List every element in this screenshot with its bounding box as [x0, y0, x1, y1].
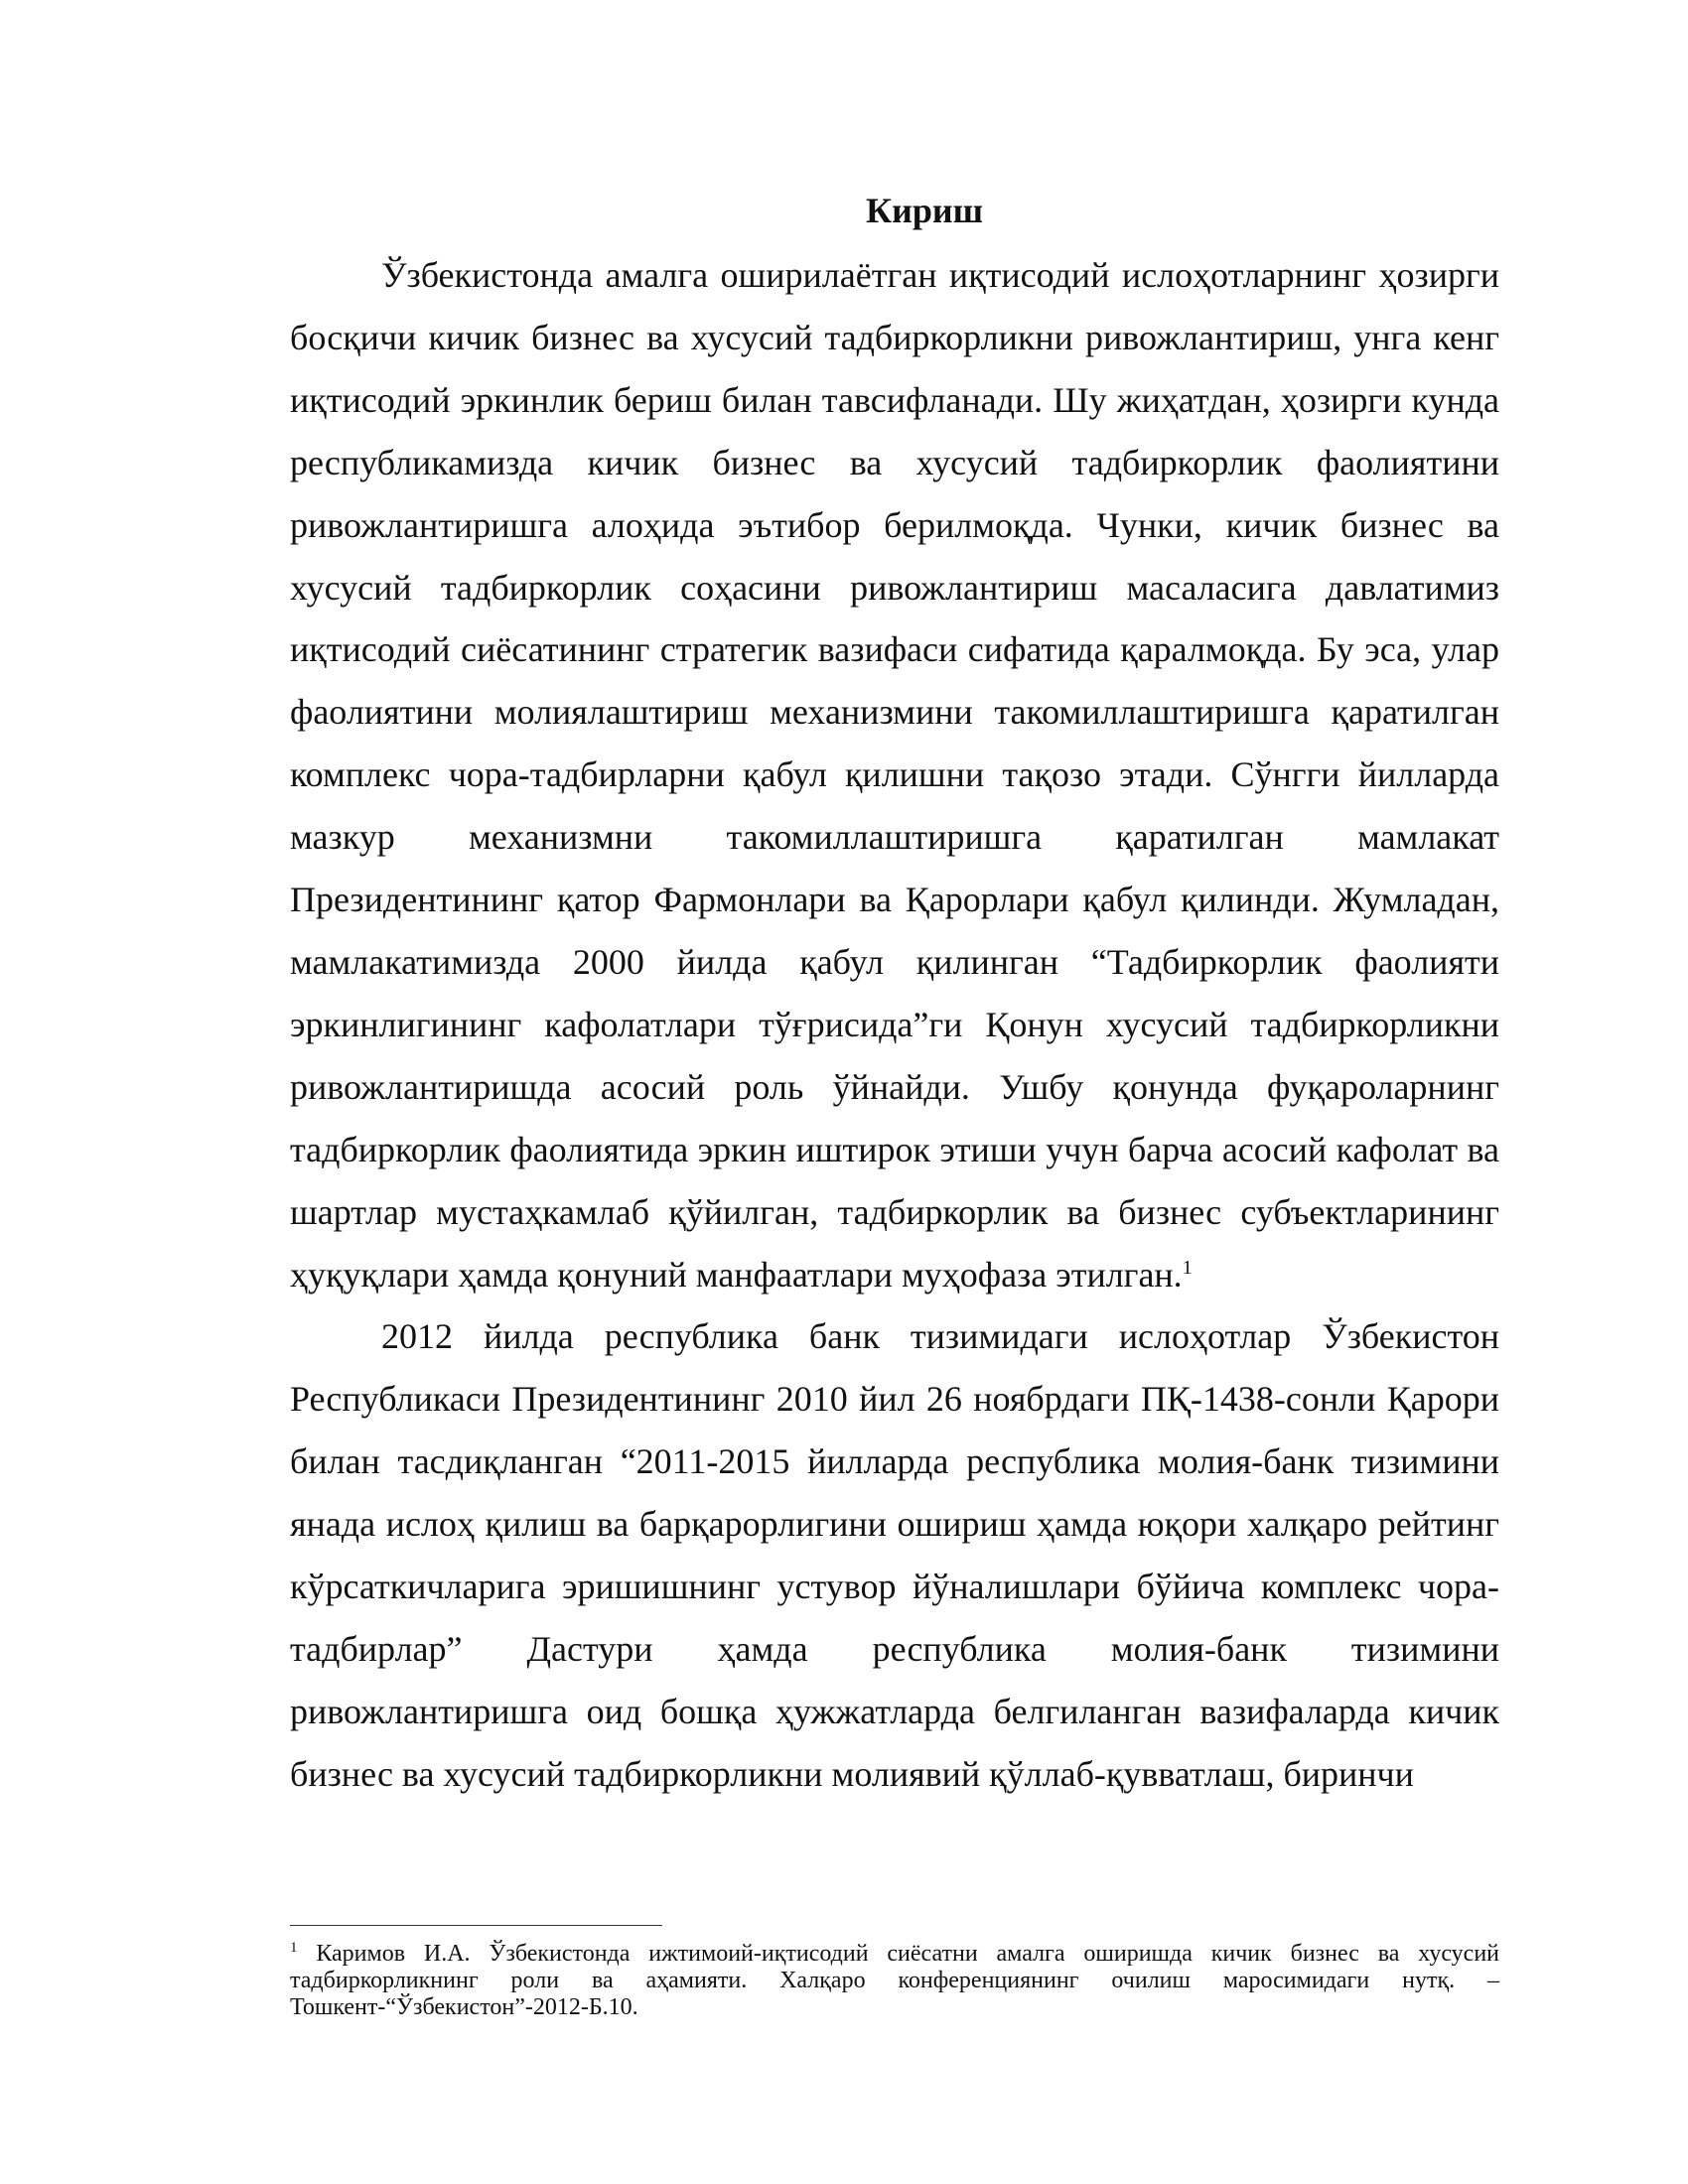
document-body: [290, 187, 1499, 1806]
paragraph-1-text: Ўзбекистонда амалга оширилаётган иқтисодий ислоҳотларнинг ҳозирги босқичи кичик бизнес ва хусусий тадбиркорликни ривожлантириш, унга кенг иқтисодий эркинлик бериш билан тавсифланади. Шу жиҳатдан, ҳозирги кунда республикамизда кичик бизнес ва хусусий тадбиркорлик фаолиятини ривожлантиришга алоҳида эътибор берилмоқда. Чунки, кичик бизнес ва хусусий тадбиркорлик соҳасини ривожлантириш масаласига давлатимиз иқтисодий сиёсатининг стратегик вазифаси сифатида қаралмоқда. Бу эса, улар фаолиятини молиялаштириш механизмини такомиллаштиришга қаратилган комплекс чора-тадбирларни қабул қилишни тақозо этади. Сўнгги йилларда мазкур механизмни такомиллаштиришга қаратилган мамлакат Президентининг қатор Фармонлари ва Қарорлари қабул қилинди. Жумладан, мамлакатимизда 2000 йилда қабул қилинган “Тадбиркорлик фаолияти эркинлигининг кафолатлари тўғрисида”ги Қонун хусусий тадбиркорликни ривожлантиришда асосий роль ўйнайди. Ушбу қонунда фуқароларнинг тадбиркорлик фаолиятида эркин иштирок этиши учун барча асосий кафолат ва шартлар мустаҳкамлаб қўйилган, тадбиркорлик ва бизнес субъектларининг ҳуқуқлари ҳамда қонуний манфаатлари муҳофаза этилган.: [290, 255, 1499, 1295]
footnote-text: Каримов И.А. Ўзбекистонда ижтимоий-иқтисодий сиёсатни амалга оширишда кичик бизнес ва хусусий тадбиркорликнинг роли ва аҳамияти. Халқаро конференциянинг очилиш маросимидаги нутқ. –Тошкент-“Ўзбекистон”-2012-Б.10.: [290, 1941, 1499, 2020]
footnote-number: 1: [290, 1940, 298, 1956]
paragraph-1: [290, 244, 1499, 1305]
page-title: Кириш: [865, 191, 983, 230]
footnote: [290, 1941, 1499, 2021]
footnote-separator: [290, 1925, 662, 1926]
paragraph-2: 2012 йилда республика банк тизимидаги ислоҳотлар Ўзбекистон Республикаси Президентининг 2010 йил 26 ноябрдаги ПҚ-1438-сонли Қарори билан тасдиқланган “2011-2015 йилларда республика молия-банк тизимини янада ислоҳ қилиш ва барқарорлигини ошириш ҳамда юқори халқаро рейтинг кўрсаткичларига эришишнинг устувор йўналишлари бўйича комплекс чора-тадбирлар” Дастури ҳамда республика молия-банк тизимини ривожлантиришга оид бошқа ҳужжатларда белгиланган вазифаларда кичик бизнес ва хусусий тадбиркорликни молиявий қўллаб-қувватлаш, биринчи: [290, 1316, 1499, 1794]
footnote-reference[interactable]: 1: [1182, 1256, 1193, 1279]
